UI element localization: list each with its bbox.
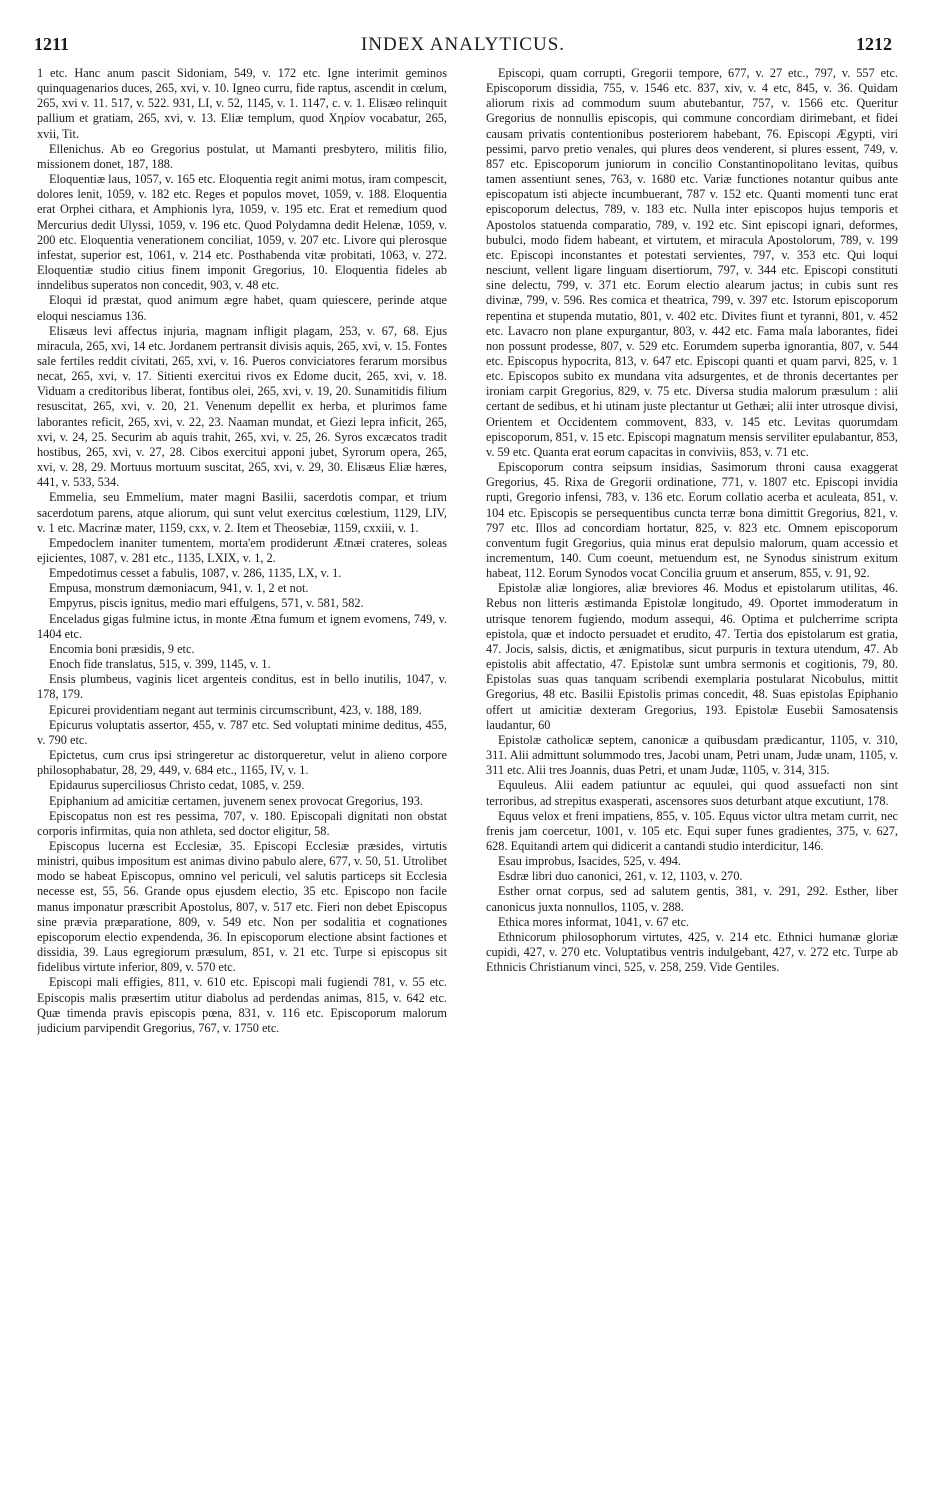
index-entry: Equuleus. Alii eadem patiuntur ac equulei, qui quod assuefacti non sint terroribus, ad strepitus exasperati, ascensores suos deturbant atque excutiunt, 178. xyxy=(486,778,898,808)
index-entry: Equus velox et freni impatiens, 855, v. 105. Equus victor ultra metam currit, nec frenis jam coercetur, 1001, v. 105 etc. Equi super funes gradientes, 375, v. 627, 628. Equitandi artem qui didicerit a cantandi studio interdicitur, 146. xyxy=(486,808,898,853)
index-entry: Episcopatus non est res pessima, 707, v. 180. Episcopali dignitati non obstat corporis infirmitas, quia non athleta, sed doctor eligitur, 58. xyxy=(37,808,447,838)
index-entry: Episcopi, quam corrupti, Gregorii tempore, 677, v. 27 etc., 797, v. 557 etc. Episcoporum dissidia, 755, v. 1546 etc. 837, xiv, v. 4 etc, 845, v. 36. Quidam aliorum rixis ad commodum suum abutebantur, 757, v. 1566 etc. Queritur Gregorius de nonnullis episcopis, qui commune concordiam dirimebant, et fidei causam privatis contentionibus posteriorem habebant, 76. Episcopi Ægypti, viri pessimi, parvo pretio venales, qui plures deos venderent, si plures essent, 749, v. 857 etc. Episcoporum juniorum in concilio Constantinopolitano levitas, quibus tamen assentiunt senes, 763, v. 1680 etc. Variæ functiones notantur quibus ante episcopatum isti abjecte incumbuerant, 787 v. 152 etc. Quanti momenti tunc erat episcoporum delectus, 789, v. 183 etc. Nulla inter episcopos hujus temporis et Apostolos statuenda comparatio, 789, v. 192 etc. Sint episcopi ignari, deformes, bubulci, modo fidem habeant, et virtutem, et miracula Apostolorum, 789, v. 199 etc. Episcopi inconstantes et potestati servientes, 797, v. 353 etc. Qui loqui nesciunt, vellent ligare linguam disertiorum, 797, v. 344 etc. Episcopi constituti sine delectu, 799, v. 371 etc. Eorum electio alearum jactus; in cubis sunt res divinæ, 799, v. 596. Res comica et theatrica, 799, v. 397 etc. Istorum episcoporum repentina et stupenda mutatio, 801, v. 402 etc. Divites fiunt et tyranni, 801, v. 452 etc. Lavacro non plane expurgantur, 803, v. 442 etc. Fama mala laborantes, fidei non possunt prodesse, 807, v. 529 etc. Eorumdem superba ignorantia, 807, v. 544 etc. Episcopus hypocrita, 813, v. 647 etc. Episcopi quanti et quam parvi, 825, v. 1 etc. Episcopos subito ex mundana vita adsurgentes, et de thronis decertantes per ironiam carpit Gregorius, 829, v. 75 etc. Diversa studia malorum præsulum : alii certant de sedibus, et hi utinam juste plectantur ut Gethæi; alii inter utrosque divisi, Orientem et Occidentem commovent, 833, v. 145 etc. Levitas quorumdam episcoporum, 851, v. 15 etc. Episcopi magnatum mensis serviliter epulabantur, 853, v. 59 etc. Quanta erat eorum capacitas in conviviis, 853, v. 71 etc. xyxy=(486,66,898,459)
running-title: INDEX ANALYTICUS. xyxy=(360,34,566,55)
index-entry: 1 etc. Hanc anum pascit Sidoniam, 549, v. 172 etc. Igne interimit geminos quinquagenarios duces, 265, xvi, v. 10. Igneo curru, fide raptus, ascendit in cœlum, 265, xvi v. 11. 517, v. 522. 931, LI, v. 52, 1145, v. 1. 1147, c. v. 1. Elisæo relinquit pallium et gratiam, 265, xvi, v. 13. Eliæ templum, quod Χηρίον vocabatur, 265, xvii, Tit. xyxy=(37,66,447,141)
index-entry: Epictetus, cum crus ipsi stringeretur ac distorqueretur, velut in alieno corpore philosophabatur, 28, 29, 449, v. 684 etc., 1165, IV, v. 1. xyxy=(37,748,447,778)
index-entry: Empyrus, piscis ignitus, medio mari effulgens, 571, v. 581, 582. xyxy=(49,596,364,611)
index-entry: Esau improbus, Isacides, 525, v. 494. xyxy=(498,854,681,869)
index-entry: Enceladus gigas fulmine ictus, in monte Ætna fumum et ignem evomens, 749, v. 1404 etc. xyxy=(37,611,447,641)
index-entry: Epicurei providentiam negant aut terminis circumscribunt, 423, v. 188, 189. xyxy=(49,702,422,717)
index-entry: Ethica mores informat, 1041, v. 67 etc. xyxy=(498,914,690,929)
index-entry: Episcoporum contra seipsum insidias, Sasimorum throni causa exaggerat Gregorius, 45. Rixa de Gregorii ordinatione, 771, v. 1807 etc. Episcopi invidia rupti, Gregorio infensi, 783, v. 136 etc. Eorum collatio acerba et aculeata, 851, v. 104 etc. Episcopis se persequentibus cuncta terræ bona dimittit Gregorius, 821, v. 797 etc. Illos ad concordiam hortatur, 825, v. 823 etc. Omnem episcoporum conventum fugit Gregorius, quia minus erat depulsio malorum, quam accessio et incrementum, 140. Cum coeunt, metuendum est, ne Synodus sinistrum exitum habeat, 112. Eorum Synodos vocat Concilia gruum et anserum, 855, v. 91, 92. xyxy=(486,460,898,581)
index-entry: Ellenichus. Ab eo Gregorius postulat, ut Mamanti presbytero, militis filio, missionem donet, 187, 188. xyxy=(37,141,447,171)
page-number-left: 1211 xyxy=(34,34,70,54)
index-entry: Esdræ libri duo canonici, 261, v. 12, 1103, v. 270. xyxy=(498,869,743,884)
page-header xyxy=(34,34,892,62)
index-entry: Empusa, monstrum dæmoniacum, 941, v. 1, 2 et not. xyxy=(49,581,309,596)
page-number-right: 1212 xyxy=(856,34,892,54)
index-entry: Elisæus levi affectus injuria, magnam infligit plagam, 253, v. 67, 68. Ejus miracula, 265, xvi, 14 etc. Jordanem pertransit divisis aquis, 265, xvi, v. 15. Fontes sale fertiles reddit civitati, 265, xvi, v. 16. Pueros conviciatores ferarum morsibus necat, 265, xvi, v. 17. Sitienti exercitui rivos ex Edome ducit, 265, xvi, v. 18. Viduam a creditoribus liberat, fontibus olei, 265, xvi, v. 19, 20. Sunamitidis filium resuscitat, 265, xvi, v. 20, 21. Venenum depellit ex herba, et plurimos fame laborantes reficit, 265, xvi, v. 22, 23. Naaman mundat, et Giezi lepra inficit, 265, xvi, v. 24, 25. Securim ab aquis trahit, 265, xvi, v. 25, 26. Syros excæcatos tradit hostibus, 265, xvi, v. 27, 28. Cibos exercitui apponi jubet, Syrorum opera, 265, xvi, v. 28, 29. Mortuus mortuum suscitat, 265, xvi, v. 29, 30. Elisæus Eliæ hæres, 441, v. 533, 534. xyxy=(37,323,447,490)
index-entry: Empedoclem inaniter tumentem, morta'em prodiderunt Ætnæi crateres, soleas ejicientes, 1087, v. 281 etc., 1135, LXIX, v. 1, 2. xyxy=(37,535,447,565)
index-entry: Epidaurus superciliosus Christo cedat, 1085, v. 259. xyxy=(49,778,305,793)
index-entry: Eloqui id præstat, quod animum ægre habet, quam quiescere, perinde atque eloqui nesciamus 136. xyxy=(37,293,447,323)
index-entry: Epistolæ catholicæ septem, canonicæ a quibusdam prædicantur, 1105, v. 310, 311. Alii admittunt solummodo tres, Jacobi unam, Petri unam, Judæ unam, 1105, v. 311 etc. Alii tres Joannis, duas Petri, et unam Judæ, 1105, v. 314, 315. xyxy=(486,732,898,778)
index-entry: Emmelia, seu Emmelium, mater magni Basilii, sacerdotis compar, et trium sacerdotum parens, atque aliorum, qui sunt velut exercitus cœlestium, 1129, LIV, v. 1 etc. Macrinæ mater, 1159, cxx, v. 2. Item et Theosebiæ, 1159, cxxiii, v. 1. xyxy=(37,490,447,535)
index-entry: Eloquentiæ laus, 1057, v. 165 etc. Eloquentia regit animi motus, iram compescit, dolores lenit, 1059, v. 182 etc. Reges et populos movet, 1059, v. 188. Eloquentia erat Orphei cithara, et Amphionis lyra, 1059, v. 195 etc. Erat et remedium quod Mercurius dedit Ulyssi, 1059, v. 196 etc. Quod Polydamna dedit Helenæ, 1059, v. 200 etc. Eloquentia venerationem conciliat, 1059, v. 207 etc. Livore qui plerosque infestat, superior est, 1061, v. 214 etc. Posthabenda vitæ probitati, 1063, v. 272. Eloquentiæ studio citius finem imponit Gregorius, 10. Eloquentia fideles ab inndelibus superatos non concedit, 903, v. 48 etc. xyxy=(37,172,447,293)
index-entry: Episcopi mali effigies, 811, v. 610 etc. Episcopi mali fugiendi 781, v. 55 etc. Episcopis malis præsertim utitur diabolus ad perdendas animas, 815, v. 642 etc. Quæ timenda pravis episcopis pœna, 831, v. 116 etc. Episcoporum malorum judicium parvipendit Gregorius, 767, v. 1750 etc. xyxy=(37,975,447,1035)
index-entry: Ensis plumbeus, vaginis licet argenteis conditus, est in bello inutilis, 1047, v. 178, 179. xyxy=(37,672,447,702)
left-column xyxy=(37,66,447,1494)
index-entry: Esther ornat corpus, sed ad salutem gentis, 381, v. 291, 292. Esther, liber canonicus juxta nonnullos, 1105, v. 288. xyxy=(486,884,898,914)
index-entry: Epistolæ aliæ longiores, aliæ breviores 46. Modus et epistolarum utilitas, 46. Rebus non litteris æstimanda Epistolæ longitudo, 49. Oportet immoderatum in utrisque tenorem fugiendo, modum assequi, 46. Optima et pulcherrime scripta epistola, quæ et indocto persuadet et erudito, 47. Tertia dos epistolarum est gratia, 47. Jocis, salsis, dictis, et ænigmatibus, sicut purpuris in textura utendum, 47. Ab epistolis abit affectatio, 47. Epistolæ sunt umbra sermonis et cogitionis, 79, 80. Epistolas suas quas tanquam scribendi exemplaria postularat Nicobulus, mittit Gregorius, 48 etc. Basilii Epistolis primas concedit, 48. Suas epistolas Epiphanio offert ut amicitiæ dexteram Gregorius, 193. Epistolæ Eusebii Samosatensis laudantur, 60 xyxy=(486,581,898,732)
right-column xyxy=(486,66,898,1494)
index-entry: Episcopus lucerna est Ecclesiæ, 35. Episcopi Ecclesiæ præsides, virtutis ministri, quibus impositum est animas divino pabulo alere, 677, v. 50, 51. Utrolibet modo se habeat Episcopus, omnino vel periculi, vel salutis particeps sit Ecclesia necesse est, 55, 56. Grande opus ejusdem electio, 35 etc. Episcopo non facile manus imponatur præscribit Apostolus, 807, v. 517 etc. Fieri non debet Episcopus sine prævia præparatione, 809, v. 549 etc. Non per sodalitia et cognationes episcoporum electio expendenda, 36. In episcoporum electione absint factiones et dissidia, 39. Laus egregiorum præsulum, 851, v. 21 etc. Turpe si episcopus sit fidelibus virtute inferior, 809, v. 570 etc. xyxy=(37,838,447,975)
index-entry: Epiphanium ad amicitiæ certamen, juvenem senex provocat Gregorius, 193. xyxy=(49,793,423,808)
index-entry: Ethnicorum philosophorum virtutes, 425, v. 214 etc. Ethnici humanæ gloriæ cupidi, 427, v. 270 etc. Voluptatibus ventris indulgebant, 427, v. 272 etc. Turpe ab Ethnicis Christianum vinci, 525, v. 258, 259. Vide Gentiles. xyxy=(486,929,898,975)
index-entry: Enoch fide translatus, 515, v. 399, 1145, v. 1. xyxy=(49,657,271,672)
index-entry: Encomia boni præsidis, 9 etc. xyxy=(49,641,195,656)
index-entry: Empedotimus cesset a fabulis, 1087, v. 286, 1135, LX, v. 1. xyxy=(49,566,342,581)
index-entry: Epicurus voluptatis assertor, 455, v. 787 etc. Sed voluptati minime deditus, 455, v. 790 etc. xyxy=(37,717,447,747)
